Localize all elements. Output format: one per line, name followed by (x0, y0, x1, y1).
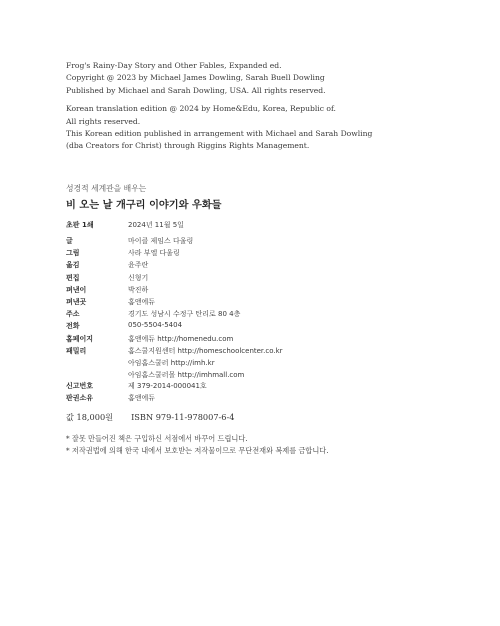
credit-label: 홈페이지 (66, 334, 94, 343)
registration-label: 신고번호 (66, 382, 94, 390)
price-value: 값 18,000원 (66, 412, 114, 422)
credit-value: 마이클 제임스 다울링 (128, 237, 194, 245)
rights-value: 홈앤에듀 (128, 394, 156, 403)
credit-value: 사라 부엘 다울링 (128, 249, 180, 258)
price-line (66, 412, 235, 423)
credit-label: 패밀리 (66, 346, 87, 355)
translation-line: Korean translation edition @ 2024 by Home&Edu, Korea, Republic of. (66, 104, 336, 114)
credit-value: 홈앤에듀 http://homenedu.com (128, 334, 234, 343)
credit-label: 그림 (66, 249, 80, 258)
credit-value: 윤주란 (128, 261, 149, 270)
notes-block (66, 433, 329, 458)
registration-value: 제 379-2014-000041호 (128, 382, 207, 390)
rights-label: 판권소유 (66, 394, 94, 403)
credit-label: 편집 (66, 273, 80, 282)
credit-value: 박진하 (128, 285, 149, 294)
credit-value: 신형기 (128, 273, 149, 282)
credit-value: 아임홈스쿨러 http://imh.kr (128, 358, 215, 367)
credit-label: 주소 (66, 310, 80, 319)
credit-label: 펴낸이 (66, 285, 87, 294)
translation-line: All rights reserved. (66, 116, 141, 126)
original-line: Frog's Rainy-Day Story and Other Fables, Expanded ed. (66, 61, 282, 70)
credit-value: 홈앤에듀 (128, 297, 156, 306)
credit-value: 050-5504-5404 (128, 321, 183, 330)
translation-line: This Korean edition published in arrangement with Michael and Sarah Dowling (66, 129, 373, 139)
credit-label: 펴낸곳 (66, 297, 87, 306)
credit-value: 아임홈스쿨러몰 http://imhmall.com (128, 371, 245, 380)
copyright-block (66, 60, 372, 153)
credit-label: 옮김 (66, 261, 80, 270)
credit-value: 경기도 성남시 수정구 탄리로 80 4층 (128, 310, 241, 319)
note-line: * 잘못 만들어진 책은 구입하신 서점에서 바꾸어 드립니다. (66, 434, 248, 443)
book-subtitle: 성경적 세계관을 배우는 (66, 184, 147, 193)
note-line: * 저작권법에 의해 한국 내에서 보호받는 저작물이므로 무단전재와 복제를 금합니다. (66, 446, 329, 456)
credit-label: 전화 (66, 322, 80, 331)
book-title: 비 오는 날 개구리 이야기와 우화들 (66, 199, 222, 211)
credit-value: 홈스쿨지원센터 http://homeschoolcenter.co.kr (128, 346, 283, 355)
edition-label: 초판 1쇄 (66, 221, 94, 229)
credit-label: 글 (66, 237, 73, 245)
original-line: Published by Michael and Sarah Dowling, USA. All rights reserved. (66, 85, 326, 95)
isbn: ISBN 979-11-978007-6-4 (131, 412, 235, 422)
original-line: Copyright @ 2023 by Michael James Dowling, Sarah Buell Dowling (66, 73, 325, 83)
edition-value: 2024년 11월 5일 (128, 221, 184, 229)
translation-line: (dba Creators for Christ) through Riggins Rights Management. (66, 141, 310, 151)
